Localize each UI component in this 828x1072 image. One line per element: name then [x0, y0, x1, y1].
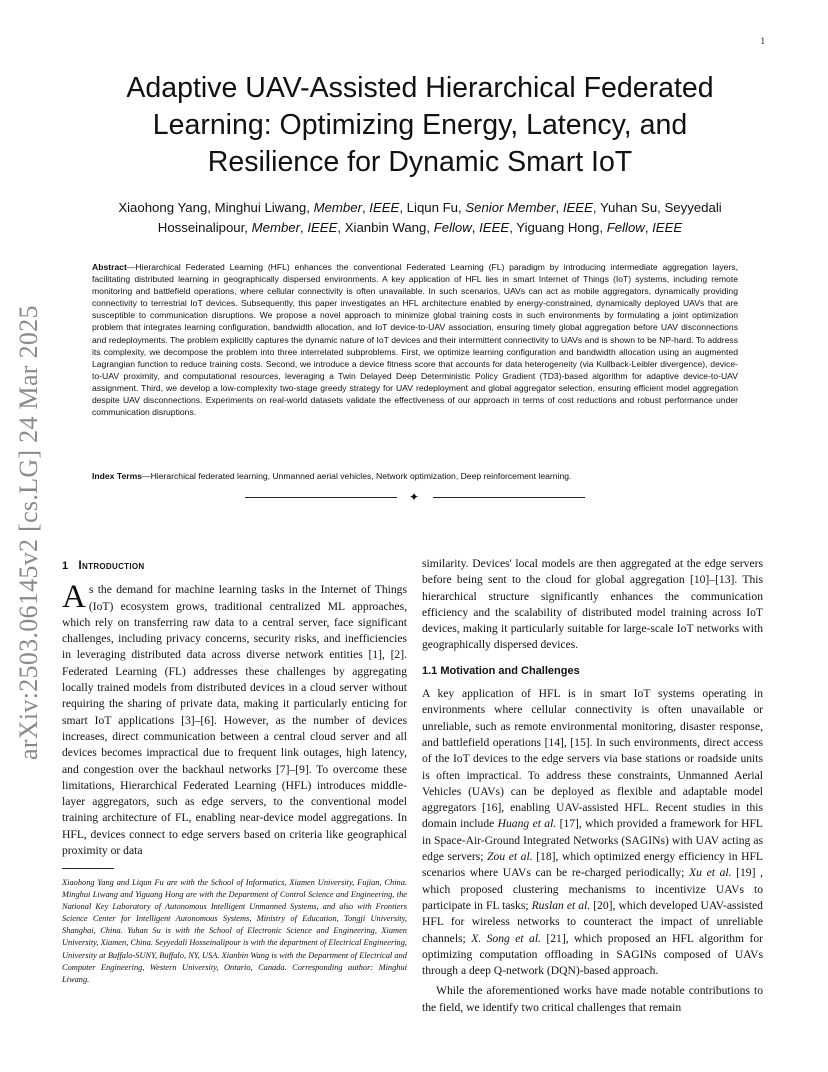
intro-text: s the demand for machine learning tasks in the Internet of Things (IoT) ecosystem grows, traditional centralized ML approaches, which rely on transferring raw data to a central server, face significant challenges, including privacy concerns, security risks, and inefficiencies in leveraging distributed data across diverse network entities [1], [2]. Federated Learning (FL) addresses these challenges by aggregating locally trained models from distributed devices in a cloud server without requiring the sharing of private data, making it particularly enticing for smart IoT applications [3]–[6]. However, as the number of devices increases, direct communication between a central cloud server and all devices becomes impractical due to frequent link outages, high latency, and congestion over the backhaul networks [7]–[9]. To overcome these limitations, Hierarchical Federated Learning (HFL) introduces middle-layer aggregators, such as edge servers, to the conventional model training architecture of FL, enabling near-device model aggregations. In HFL, devices connect to edge servers based on criteria like geographical proximity or data [62, 583, 407, 858]
citation-author: X. Song et al. [471, 931, 541, 945]
author-list [80, 198, 760, 238]
section-number: 1 [62, 560, 69, 572]
abstract-text: —Hierarchical Federated Learning (HFL) enhances the conventional Federated Learning (FL) paradigm by introducing intermediate aggregation layers, facilitating distributed learning in geographically dispersed environments. A key application of HFL lies in smart Internet of Things (IoT) systems, including remote monitoring and battlefield operations, where cellular connectivity is often unavailable. In such scenarios, UAVs can act as mobile aggregators, dynamically providing connectivity to terrestrial IoT devices. Subsequently, this paper investigates an HFL architecture enabled by energy-constrained, dynamically deployed UAVs that are susceptible to communication disruptions. We propose a novel approach to minimize global training costs in such environments by formulating a joint optimization problem that integrates learning configuration, bandwidth allocation, and IoT device-to-UAV association, ensuring timely global aggregation before UAV disconnections and redeployments. The problem explicitly captures the dynamic nature of IoT devices and their intermittent connectivity to UAVs and is shown to be NP-hard. To address its complexity, we decompose the problem into three interrelated subproblems. First, we optimize learning configuration and bandwidth allocation using an augmented Lagrangian function to reduce training costs. Second, we introduce a device fitness score that accounts for data heterogeneity (via Kullback-Leibler divergence), device-to-UAV proximity, and computational resources, leveraging a Twin Delayed Deep Deterministic Policy Gradient (TD3)-based algorithm for adaptive device-to-UAV assignment. Third, we develop a low-complexity two-stage greedy strategy for UAV redeployment and global aggregator selection, ensuring efficient model aggregation despite UAV disconnections. Experiments on real-world datasets validate the effectiveness of our approach in terms of cost reductions and robust performance under communication disruptions. [92, 262, 738, 418]
subsection-heading: 1.1 Motivation and Challenges [422, 664, 580, 677]
author-separator: , [555, 200, 563, 215]
abstract-label: Abstract [92, 262, 127, 272]
citation-author: Zou et al. [487, 850, 533, 864]
footnote-rule [62, 868, 114, 869]
author-separator: , [644, 220, 653, 235]
author-role: Fellow [433, 220, 472, 235]
author-separator: , [361, 200, 370, 215]
author-society: IEEE [562, 200, 593, 215]
section-title: Introduction [78, 558, 145, 572]
challenges-paragraph: While the aforementioned works have made notable contributions to the field, we identify two critical challenges that remain [422, 984, 763, 1014]
author-role: Member [313, 200, 362, 215]
motivation-text: A key application of HFL is in smart IoT systems operating in environments where cellular connectivity is often unavailable or unreliable, such as remote environmental monitoring, disaster response, and battlefield operations [14], [15]. In such environments, direct access of the IoT devices to the edge servers via base stations or roadside units is often impractical. To address these constraints, Unmanned Aerial Vehicles (UAVs) can be deployed as flexible and adaptable model aggregators [16], enabling UAV-assisted HFL. Recent studies in this domain include [422, 687, 763, 831]
paper-title: Adaptive UAV-Assisted Hierarchical Federated Learning: Optimizing Energy, Latency, and Resilience for Dynamic Smart IoT [126, 72, 714, 178]
separator-line-left [245, 497, 397, 498]
motivation-paragraph [422, 686, 763, 979]
left-column [62, 557, 407, 859]
separator-diamond-icon: ✦ [409, 490, 420, 504]
separator-line-right [433, 497, 585, 498]
author-society: IEEE [479, 220, 510, 235]
author-society: IEEE [652, 220, 683, 235]
page-number: 1 [760, 36, 765, 46]
author-text: , Liqun Fu, [399, 200, 466, 215]
motivation-text: [19] , which proposed clustering mechanisms to incentivize UAVs to participate in FL tasks; [422, 866, 763, 912]
author-text: Xiaohong Yang, Minghui Liwang, [118, 200, 314, 215]
author-role: Member [251, 220, 301, 235]
motivation-text: [20], which developed UAV-assisted HFL for wireless networks to counteract the impact of unreliable channels; [422, 898, 763, 945]
author-affiliation-footnote: Xiaohong Yang and Liqun Fu are with the School of Informatics, Xiamen University, Fujian, China. Minghui Liwang and Yiguang Hong are with the Department of Control Science and Engineering, the National Key Laboratory of Autonomous Intelligent Unmanned Systems, and also with Frontiers Science Center for Intelligent Autonomous Systems, Ministry of Education, Tongji University, Shanghai, China. Yuhan Su is with the School of Electronic Science and Engineering, Xiamen University, Xiamen, China. Seyyedali Hosseinalipour is with the department of Electrical Engineering, University at Buffalo-SUNY, Buffalo, NY, USA. Xianbin Wang is with the Department of Electrical and Computer Engineering, Western University, Ontario, Canada. Corresponding author: Minghui Liwang. [62, 878, 407, 984]
motivation-text: [21], which proposed an HFL algorithm for optimizing computation offloading in SAGINs composed of UAVs through a deep Q-network (DQN)-based approach. [422, 931, 763, 978]
intro-paragraph [62, 579, 407, 859]
author-separator: , [471, 220, 480, 235]
author-separator: , [300, 220, 308, 235]
section-separator [245, 490, 585, 504]
intro-paragraph-continued: similarity. Devices' local models are then aggregated at the edge servers before being sent to the cloud for global aggregation [10]–[13]. This hierarchical structure significantly enhances the communication efficiency and the scalability of distributed model training across IoT devices, making it particularly suitable for large-scale IoT networks with geographically dispersed devices. [422, 557, 763, 652]
index-terms-text: —Hierarchical federated learning, Unmanned aerial vehicles, Network optimization, Deep reinforcement learning. [142, 471, 572, 481]
author-role: Senior Member [465, 200, 556, 215]
citation-author: Xu et al. [689, 866, 732, 880]
citation-author: Huang et al. [497, 817, 557, 831]
author-society: IEEE [307, 220, 338, 235]
author-text: , Yuhan Su, Seyyedali Hosseinalipour, [157, 200, 722, 235]
author-role: Fellow [606, 220, 645, 235]
section-heading [62, 557, 407, 574]
author-text: , Yiguang Hong, [509, 220, 607, 235]
right-column [422, 557, 763, 1016]
arxiv-identifier: arXiv:2503.06145v2 [cs.LG] 24 Mar 2025 [14, 305, 43, 760]
drop-cap: A [62, 579, 86, 616]
index-terms [92, 470, 738, 482]
author-text: , Xianbin Wang, [337, 220, 434, 235]
citation-author: Ruslan et al. [531, 898, 591, 912]
motivation-text: [17], which provided a framework for HFL in Space-Air-Ground Integrated Networks (SAGINs) with UAV acting as edge servers; [422, 817, 763, 864]
author-society: IEEE [369, 200, 400, 215]
abstract [92, 261, 738, 418]
motivation-text: [18], which optimized energy efficiency in HFL scenarios where UAVs can be re-charged periodically; [422, 850, 763, 880]
index-terms-label: Index Terms [92, 471, 142, 481]
